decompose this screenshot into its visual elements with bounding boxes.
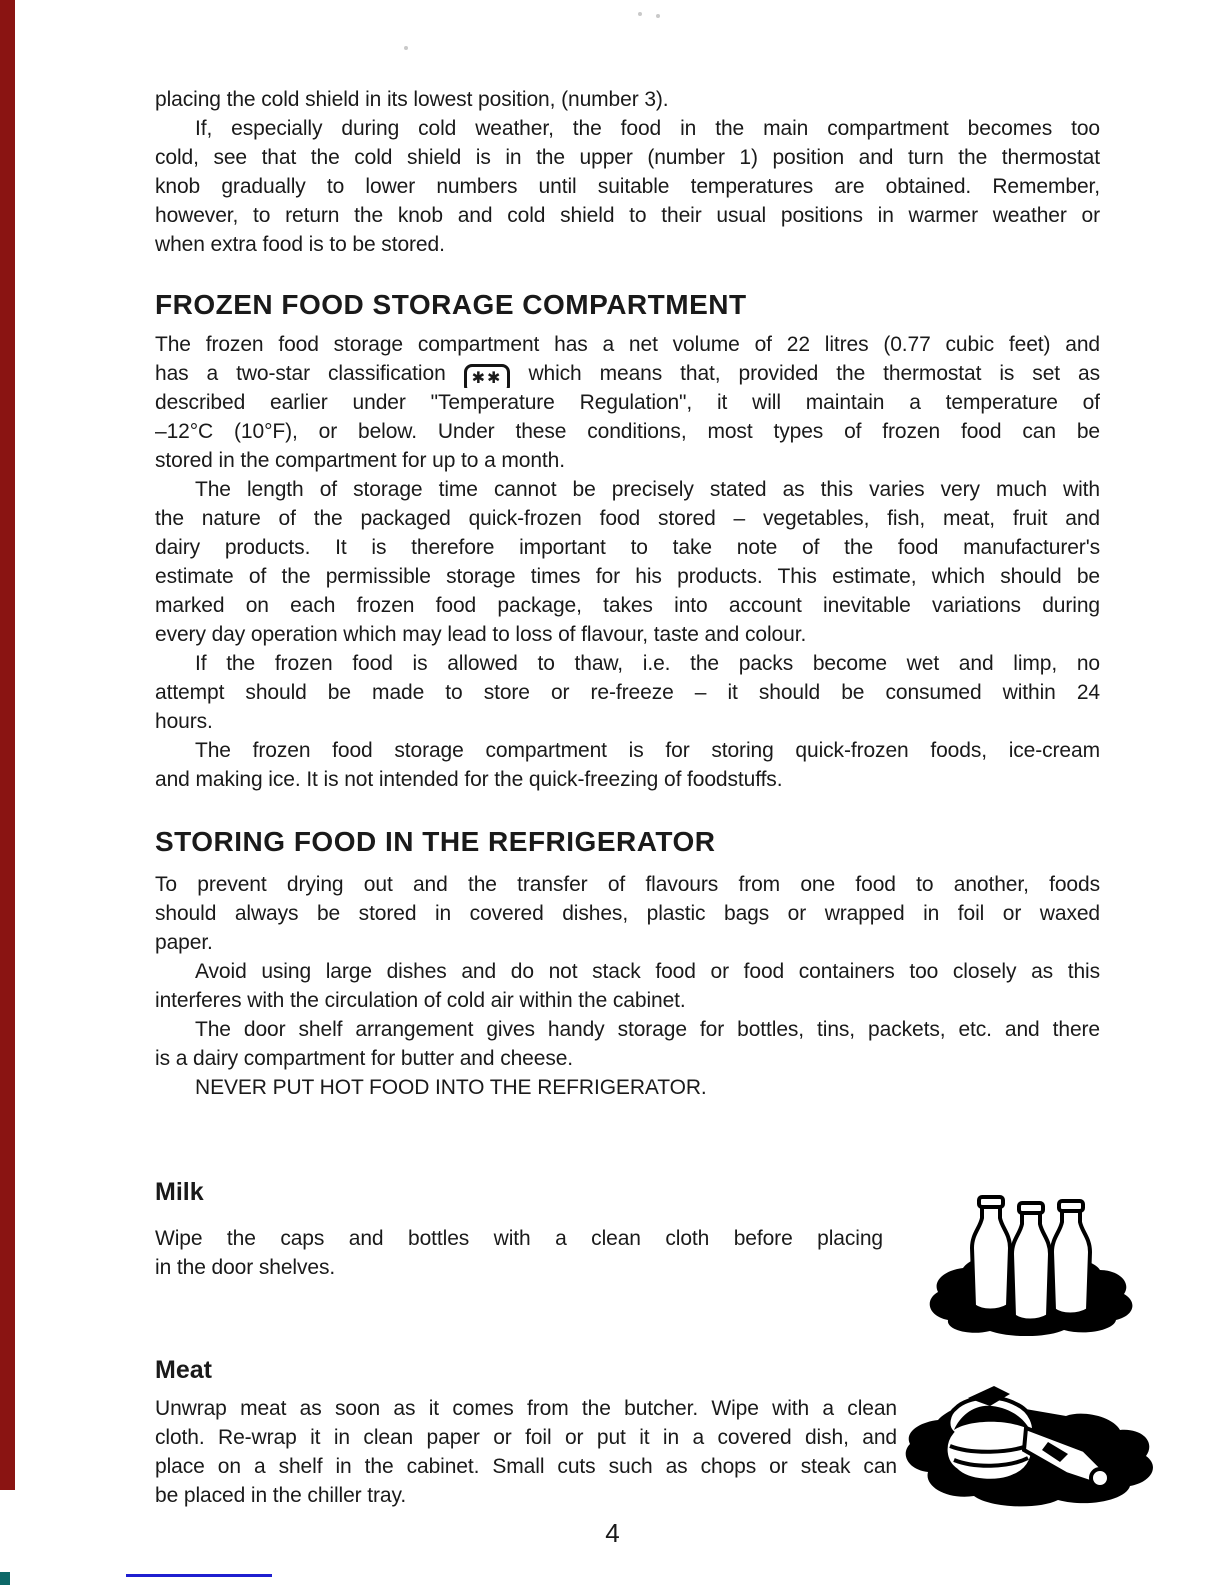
intro-para	[155, 114, 1100, 259]
frozen-para-1	[155, 330, 1100, 475]
frozen-para-1-line-3: described earlier under "Temperature Regulation", it will maintain a temperature of	[155, 391, 1100, 414]
meat-para-line-3: place on a shelf in the cabinet. Small cuts such as chops or steak can	[155, 1455, 897, 1478]
meat-heading: Meat	[155, 1356, 212, 1384]
storing-para-1-line-1: To prevent drying out and the transfer of flavours from one food to another, foods	[155, 873, 1100, 896]
frozen-para-2-line-2: the nature of the packaged quick-frozen food stored – vegetables, fish, meat, fruit and	[155, 507, 1100, 530]
intro-para-line-5: when extra food is to be stored.	[155, 233, 445, 256]
storing-para-2	[155, 957, 1100, 1015]
frozen-food-heading: FROZEN FOOD STORAGE COMPARTMENT	[155, 289, 747, 320]
intro-tail-line	[155, 85, 1100, 114]
storing-para-1-line-2: should always be stored in covered dishes, plastic bags or wrapped in foil or waxed	[155, 902, 1100, 925]
frozen-para-4-line-2: and making ice. It is not intended for the quick-freezing of foodstuffs.	[155, 768, 783, 791]
storing-para-2-line-1: Avoid using large dishes and do not stack food or food containers too closely as this	[195, 960, 1100, 983]
never-hot-food-line-line-1: NEVER PUT HOT FOOD INTO THE REFRIGERATOR.	[195, 1076, 707, 1099]
milk-heading: Milk	[155, 1178, 204, 1206]
frozen-para-3-line-3: hours.	[155, 710, 213, 733]
intro-tail-line-line-1: placing the cold shield in its lowest position, (number 3).	[155, 88, 669, 111]
meat-para	[155, 1394, 897, 1510]
two-star-rating-symbol: ✱✱	[464, 364, 511, 388]
intro-para-line-1: If, especially during cold weather, the food in the main compartment becomes too	[195, 117, 1100, 140]
frozen-para-2-line-1: The length of storage time cannot be precisely stated as this varies very much with	[195, 478, 1100, 501]
storing-para-3	[155, 1015, 1100, 1073]
scan-noise-dot	[638, 12, 642, 16]
frozen-para-1-line-1: The frozen food storage compartment has a net volume of 22 litres (0.77 cubic feet) and	[155, 333, 1100, 356]
frozen-para-1-line-2: has a two-star classification ✱✱ which means that, provided the thermostat is set as	[155, 359, 1100, 388]
storing-para-3-line-1: The door shelf arrangement gives handy storage for bottles, tins, packets, etc. and there	[195, 1018, 1100, 1041]
storing-para-2-line-2: interferes with the circulation of cold air within the cabinet.	[155, 989, 686, 1012]
scan-noise-dot	[404, 46, 408, 50]
intro-para-line-2: cold, see that the cold shield is in the upper (number 1) position and turn the thermostat	[155, 146, 1100, 169]
corner-scan-mark	[0, 1572, 10, 1585]
frozen-para-1-line-5: stored in the compartment for up to a month.	[155, 449, 565, 472]
storing-para-1	[155, 870, 1100, 957]
scan-noise-dot	[656, 14, 660, 18]
frozen-para-2-line-4: estimate of the permissible storage times for his products. This estimate, which should be	[155, 565, 1100, 588]
frozen-para-3	[155, 649, 1100, 736]
page-number: 4	[605, 1518, 620, 1548]
frozen-para-3-line-1: If the frozen food is allowed to thaw, i.e. the packs become wet and limp, no	[195, 652, 1100, 675]
storing-para-1-line-3: paper.	[155, 931, 213, 954]
meat-para-line-2: cloth. Re-wrap it in clean paper or foil or put it in a covered dish, and	[155, 1426, 897, 1449]
frozen-para-3-line-2: attempt should be made to store or re-freeze – it should be consumed within 24	[155, 681, 1100, 704]
meat-joint-illustration	[898, 1342, 1160, 1522]
storing-food-heading: STORING FOOD IN THE REFRIGERATOR	[155, 826, 716, 857]
milk-para-line-2: in the door shelves.	[155, 1256, 336, 1279]
left-edge-scan-bar	[0, 0, 15, 1490]
milk-para-line-1: Wipe the caps and bottles with a clean cloth before placing	[155, 1227, 883, 1250]
frozen-para-1-line-4: –12°C (10°F), or below. Under these conditions, most types of frozen food can be	[155, 420, 1100, 443]
storing-para-3-line-2: is a dairy compartment for butter and cheese.	[155, 1047, 574, 1070]
frozen-para-2-line-5: marked on each frozen food package, takes into account inevitable variations during	[155, 594, 1100, 617]
frozen-para-2-line-3: dairy products. It is therefore important to take note of the food manufacturer's	[155, 536, 1100, 559]
meat-para-line-4: be placed in the chiller tray.	[155, 1484, 407, 1507]
frozen-para-4	[155, 736, 1100, 794]
never-hot-food-line	[155, 1073, 1100, 1102]
bottom-blue-line	[126, 1574, 272, 1577]
meat-para-line-1: Unwrap meat as soon as it comes from the butcher. Wipe with a clean	[155, 1397, 897, 1420]
frozen-para-2-line-6: every day operation which may lead to loss of flavour, taste and colour.	[155, 623, 807, 646]
intro-para-line-4: however, to return the knob and cold shield to their usual positions in warmer weather or	[155, 204, 1100, 227]
milk-bottles-illustration	[918, 1176, 1140, 1336]
intro-para-line-3: knob gradually to lower numbers until suitable temperatures are obtained. Remember,	[155, 175, 1100, 198]
milk-para	[155, 1224, 883, 1282]
frozen-para-4-line-1: The frozen food storage compartment is for storing quick-frozen foods, ice-cream	[195, 739, 1100, 762]
frozen-para-2	[155, 475, 1100, 649]
